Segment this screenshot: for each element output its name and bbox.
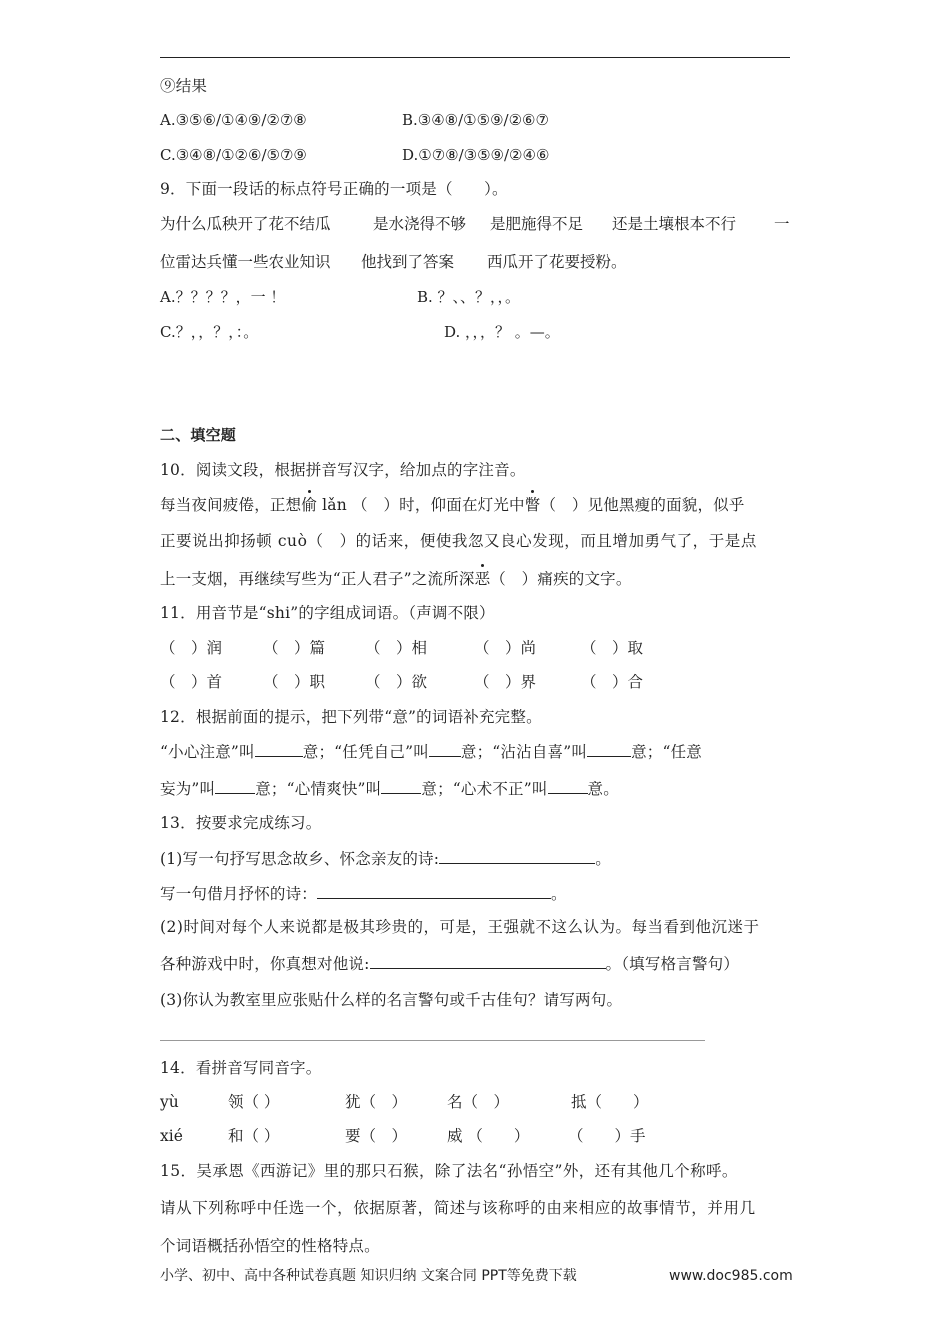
q13-part-1 [160,848,611,869]
pinyin-label: xié [160,1127,183,1145]
q9-para1-seg: 是水浇得不够 [373,215,467,233]
q12-text: 意；“任凭自己”叫 [302,743,429,761]
answer-blank[interactable] [370,953,606,969]
answer-blank[interactable] [439,848,595,864]
q9-para2-seg: 位雷达兵懂一些农业知识 [160,253,331,271]
q11-blank-item: （ ）欲 [365,673,428,691]
q9-option-c: C.？，，？，：。 [160,323,259,341]
q10-text: （ ）见他黑瘦的面貌，似乎 [540,496,745,514]
q10-text: （ ）痛疾的文字。 [490,570,632,588]
q8-option-c: C.③④⑧/①②⑥/⑤⑦⑨ [160,146,307,164]
q11-blank-item: （ ）首 [160,673,223,691]
answer-blank[interactable] [587,741,631,757]
q12-text: 意；“沾沾自喜”叫 [460,743,588,761]
footer-link[interactable]: www.doc985.com [669,1268,793,1284]
q13-text: 各种游戏中时，你真想对他说: [160,955,370,973]
answer-blank[interactable] [548,778,588,794]
dotted-char: 瞥 [524,496,541,514]
q13-text: (1)写一句抒写思念故乡、怀念亲友的诗: [160,850,440,868]
q10-line-3 [160,569,632,589]
q13-part-2a: (2)时间对每个人来说都是极其珍贵的，可是，王强就不这么认为。每当看到他沉迷于 [160,918,760,936]
q15-line-1: 15．吴承恩《西游记》里的那只石猴，除了法名“孙悟空”外，还有其他几个称呼。 [160,1162,738,1180]
q9-para2-seg: 西瓜开了花要授粉。 [487,253,627,271]
q14-blank-item: 抵（ ） [571,1093,649,1111]
q14-blank-item: 名（ ） [447,1093,510,1111]
q12-text: 意；“任意 [631,743,702,761]
q12-text: 意；“心术不正”叫 [421,780,548,798]
q8-option-b: B.③④⑧/①⑤⑨/②⑥⑦ [402,111,549,129]
q10-stem: 10．阅读文段，根据拼音写汉字，给加点的字注音。 [160,461,526,479]
answer-blank[interactable] [255,741,303,757]
q14-blank-item: 犹（ ） [345,1093,408,1111]
q12-stem: 12．根据前面的提示，把下列带“意”的词语补充完整。 [160,708,542,726]
answer-blank[interactable] [317,883,551,899]
q9-para1-seg: 一 [774,215,790,233]
header-rule [160,57,790,58]
q13-text: 。 [551,885,567,903]
q12-text: “小心注意”叫 [160,743,255,761]
q11-blank-item: （ ）尚 [474,639,537,657]
q12-text: 意；“心情爽快”叫 [255,780,382,798]
q9-para1-seg: 是肥施得不足 [490,215,584,233]
q9-option-b: B. ？、、？，，。 [417,288,521,306]
q15-line-2: 请从下列称呼中任选一个，依据原著，简述与该称呼的由来相应的故事情节，并用几 [160,1199,756,1217]
q11-blank-item: （ ）合 [581,673,644,691]
q9-option-a: A.？？？？，一 ！ [160,288,286,306]
q15-line-3: 个词语概括孙悟空的性格特点。 [160,1237,380,1255]
q13-part-3: (3)你认为教室里应张贴什么样的名言警句或千古佳句？请写两句。 [160,991,623,1009]
q8-option-d: D.①⑦⑧/③⑤⑨/②④⑥ [402,146,550,164]
dotted-char: 恶 [474,570,491,588]
q12-line-1 [160,741,702,762]
q11-blank-item: （ ）相 [365,639,428,657]
q9-para1-seg: 还是土壤根本不行 [612,215,737,233]
q14-blank-item: （ ）手 [568,1127,646,1145]
q10-text: 每当夜间疲倦，正想 [160,496,302,514]
footer-text: 小学、初中、高中各种试卷真题 知识归纳 文案合同 PPT等免费下载 [160,1268,577,1284]
q9-option-d: D. ，，，？ 。—。 [444,323,560,341]
q13-text: 写一句借月抒怀的诗： [160,885,318,903]
answer-line[interactable] [160,1040,705,1041]
q11-stem: 11．用音节是“shi”的字组成词语。（声调不限） [160,604,495,622]
q11-blank-item: （ ）职 [263,673,326,691]
q12-text: 意。 [587,780,619,798]
q12-text: 妄为”叫 [160,780,216,798]
section-title: 二、填空题 [160,426,237,444]
q13-part-1b [160,883,567,904]
q13-part-2b [160,953,739,974]
q11-blank-item: （ ）取 [581,639,644,657]
q14-stem: 14．看拼音写同音字。 [160,1059,322,1077]
q12-line-2 [160,778,619,799]
q10-line-1 [160,495,745,515]
q10-text: lǎn （ ）时，仰面在灯光中 [317,496,525,514]
q10-line-2: 正要说出抑扬顿 cuò（ ）的话来，便使我忽又良心发现，而且增加勇气了，于是点 [160,532,757,550]
q11-blank-item: （ ）润 [160,639,223,657]
answer-blank[interactable] [381,778,421,794]
q13-text: 。 [595,850,611,868]
q10-text: 上一支烟，再继续写些为“正人君子”之流所深 [160,570,475,588]
q9-stem: 9．下面一段话的标点符号正确的一项是（ ）。 [160,180,508,198]
answer-blank[interactable] [429,741,461,757]
q9-para1-seg: 为什么瓜秧开了花不结瓜 [160,215,331,233]
q14-blank-item: 要（ ） [345,1127,408,1145]
answer-blank[interactable] [215,778,255,794]
q8-item-9: ⑨结果 [160,77,208,95]
q8-option-a: A.③⑤⑥/①④⑨/②⑦⑧ [160,111,307,129]
q13-text: 。（填写格言警句） [605,955,740,973]
q14-blank-item: 和（ ） [228,1127,280,1145]
pinyin-label: yù [160,1093,179,1111]
dotted-char: 偷 [301,496,318,514]
q13-stem: 13．按要求完成练习。 [160,814,322,832]
q11-blank-item: （ ）界 [474,673,537,691]
q14-blank-item: 领（ ） [228,1093,280,1111]
q9-para2-seg: 他找到了答案 [361,253,455,271]
q14-blank-item: 威 （ ） [447,1127,530,1145]
q11-blank-item: （ ）篇 [263,639,326,657]
